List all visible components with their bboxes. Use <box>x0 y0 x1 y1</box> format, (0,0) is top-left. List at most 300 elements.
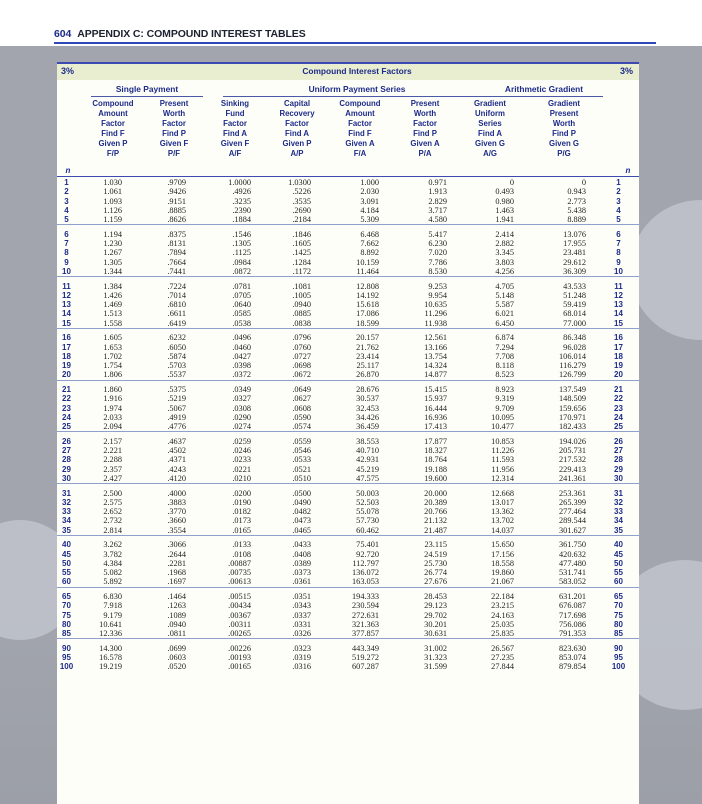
period-n: 70 <box>62 601 71 611</box>
column-header-line: Compound <box>92 99 134 108</box>
factor-value: 2.500 <box>103 488 122 498</box>
factor-value: .0221 <box>232 464 251 474</box>
factor-value: .1263 <box>167 601 186 611</box>
factor-value: 0.943 <box>567 187 586 197</box>
factor-value: .4637 <box>167 436 186 446</box>
factor-value: .0781 <box>232 281 251 291</box>
factor-value: .0885 <box>292 309 311 319</box>
period-n: 10 <box>62 266 71 276</box>
column-header-line: Amount <box>345 109 375 118</box>
group-rule <box>485 96 603 97</box>
table-row <box>57 526 639 536</box>
factor-value: 443.349 <box>352 643 379 653</box>
factor-value: 477.480 <box>559 558 586 568</box>
factor-value: 377.857 <box>352 629 379 638</box>
period-n-right: 34 <box>614 516 623 526</box>
factor-value: 126.799 <box>559 370 586 380</box>
column-header-line: Recovery <box>279 109 315 118</box>
factor-value: 47.575 <box>356 473 379 483</box>
period-n-right: 21 <box>614 385 623 394</box>
period-n: 30 <box>62 473 71 483</box>
factor-value: .4120 <box>167 473 186 483</box>
factor-value: .8375 <box>167 229 186 239</box>
factor-value: .0331 <box>292 619 311 629</box>
factor-value: .9426 <box>167 187 186 197</box>
factor-value: .0490 <box>292 497 311 507</box>
table-row <box>57 611 639 620</box>
factor-value: .2690 <box>292 205 311 215</box>
period-n-right: 1 <box>616 178 621 187</box>
factor-value: 217.532 <box>559 455 586 465</box>
factor-value: .0373 <box>292 568 311 577</box>
factor-value: 26.774 <box>424 568 447 577</box>
table-row <box>57 601 639 610</box>
column-header-line: Factor <box>223 119 247 128</box>
factor-value: .0649 <box>292 385 311 394</box>
factor-value: 10.095 <box>491 412 514 422</box>
factor-value: 1.305 <box>103 257 122 267</box>
factor-value: 60.462 <box>356 525 379 535</box>
factor-value: .0533 <box>292 455 311 465</box>
table-row <box>57 300 639 309</box>
factor-value: 8.923 <box>495 385 514 394</box>
factor-value: 0.493 <box>495 187 514 197</box>
factor-value: 1.513 <box>103 309 122 319</box>
factor-value: 289.544 <box>559 516 586 526</box>
factor-value: .6232 <box>167 333 186 343</box>
period-n: 4 <box>64 205 69 215</box>
column-header-line: Given P <box>98 139 128 148</box>
period-n: 40 <box>62 540 71 550</box>
factor-value: .8131 <box>167 239 186 248</box>
factor-value: 30.537 <box>356 394 379 404</box>
factor-value: 116.279 <box>559 361 586 370</box>
factor-value: 607.287 <box>352 662 379 672</box>
factor-value: 4.705 <box>495 281 514 291</box>
period-n: 65 <box>62 592 71 601</box>
factor-value: 57.730 <box>356 516 379 526</box>
factor-value: 11.956 <box>491 464 514 474</box>
period-n-right: 32 <box>614 497 623 507</box>
factor-value: 2.575 <box>103 497 122 507</box>
factor-value: 1.344 <box>103 266 122 276</box>
period-n-right: 100 <box>611 662 626 672</box>
factor-value: 6.830 <box>103 592 122 601</box>
column-header <box>532 99 596 159</box>
factor-value: 26.870 <box>356 370 379 380</box>
factor-value: 21.762 <box>356 342 379 352</box>
column-header-line: Find A <box>285 129 309 138</box>
factor-value: .7014 <box>167 290 186 300</box>
factor-value: .00226 <box>228 643 251 653</box>
factor-value: .4371 <box>167 455 186 465</box>
group-uniform-series: Uniform Payment Series <box>308 84 406 94</box>
factor-value: 2.221 <box>103 446 122 455</box>
factor-value: 229.413 <box>559 464 586 474</box>
page-header <box>0 0 702 46</box>
period-n: 90 <box>62 643 71 653</box>
header-rule <box>54 42 656 44</box>
factor-value: 1.030 <box>103 178 122 187</box>
factor-value: .4000 <box>167 488 186 498</box>
factor-value: 7.294 <box>495 342 514 352</box>
factor-value: 19.219 <box>99 662 122 672</box>
factor-value: 10.477 <box>491 422 514 431</box>
period-n-right: 9 <box>616 257 621 267</box>
factor-value: 3.091 <box>360 196 379 206</box>
factor-value: 2.414 <box>495 229 514 239</box>
factor-value: 241.361 <box>559 473 586 483</box>
table-row <box>57 559 639 568</box>
factor-value: .0233 <box>232 455 251 465</box>
factor-value: .1305 <box>232 239 251 248</box>
period-n: 14 <box>62 309 71 319</box>
factor-value: 717.698 <box>559 610 586 620</box>
n-header-right: n <box>625 166 631 175</box>
table-row <box>57 333 639 342</box>
factor-value: 2.427 <box>103 473 122 483</box>
factor-value: .0108 <box>232 549 251 559</box>
factor-value: .6050 <box>167 342 186 352</box>
factor-value: 8.118 <box>495 361 514 370</box>
table-row <box>57 370 639 380</box>
factor-value: 20.766 <box>424 507 447 516</box>
factor-value: .6611 <box>167 309 186 319</box>
factor-value: .0473 <box>292 516 311 526</box>
period-n: 55 <box>62 568 71 577</box>
factor-value: .0408 <box>292 549 311 559</box>
period-n-right: 3 <box>616 196 621 206</box>
factor-value: 420.632 <box>559 549 586 559</box>
table-row <box>57 446 639 455</box>
factor-value: 25.117 <box>356 361 379 370</box>
period-n: 13 <box>62 300 71 309</box>
factor-value: 22.184 <box>491 592 514 601</box>
factor-value: 361.750 <box>559 540 586 550</box>
period-n-right: 35 <box>614 525 623 535</box>
column-header <box>393 99 457 159</box>
factor-value: .0133 <box>232 540 251 550</box>
table-row <box>57 230 639 239</box>
period-n: 85 <box>62 629 71 638</box>
factor-value: 10.159 <box>356 257 379 267</box>
factor-value: .0574 <box>292 422 311 431</box>
factor-value: 31.323 <box>424 653 447 662</box>
factor-value: .0496 <box>232 333 251 343</box>
factor-value: 20.000 <box>424 488 447 498</box>
factor-value: 25.035 <box>491 619 514 629</box>
period-n-right: 80 <box>614 619 623 629</box>
factor-value: 34.426 <box>356 412 379 422</box>
factor-value: .0165 <box>232 525 251 535</box>
period-n: 33 <box>62 507 71 516</box>
factor-value: .1546 <box>232 229 251 239</box>
column-header-line: Find P <box>413 129 437 138</box>
factor-value: .1089 <box>167 610 186 620</box>
column-header-line: Factor <box>285 119 309 128</box>
factor-value: 6.874 <box>495 333 514 343</box>
factor-value: .0465 <box>292 525 311 535</box>
factor-value: 137.549 <box>559 385 586 394</box>
factor-value: .0510 <box>292 473 311 483</box>
factor-value: 1.806 <box>103 370 122 380</box>
period-n: 17 <box>62 342 71 352</box>
period-n: 19 <box>62 361 71 370</box>
factor-value: .2184 <box>292 215 311 224</box>
factor-value: 2.829 <box>428 196 447 206</box>
factor-value: .0290 <box>232 412 251 422</box>
table-row <box>57 361 639 370</box>
factor-value: .6419 <box>167 318 186 328</box>
factor-value: 25.835 <box>491 629 514 638</box>
factor-value: 75.401 <box>356 540 379 550</box>
factor-value: 5.082 <box>103 568 122 577</box>
factor-value: .0796 <box>292 333 311 343</box>
factor-value: 9.319 <box>495 394 514 404</box>
interest-table-page <box>57 62 639 804</box>
factor-value: .0640 <box>232 300 251 309</box>
factor-value: .5703 <box>167 361 186 370</box>
period-n-right: 27 <box>614 446 623 455</box>
factor-value: 1.0300 <box>288 178 311 187</box>
table-row <box>57 507 639 516</box>
factor-value: 36.309 <box>563 266 586 276</box>
factor-value: 21.487 <box>424 525 447 535</box>
factor-value: 10.641 <box>99 619 122 629</box>
column-header-line: Factor <box>348 119 372 128</box>
factor-value: 8.523 <box>495 370 514 380</box>
factor-value: .0210 <box>232 473 251 483</box>
factor-value: .0500 <box>292 488 311 498</box>
factor-value: .0337 <box>292 610 311 620</box>
group-arithmetic-gradient: Arithmetic Gradient <box>504 84 584 94</box>
factor-value: 5.148 <box>495 290 514 300</box>
coin-decoration <box>630 200 702 340</box>
table-row <box>57 309 639 318</box>
period-n: 18 <box>62 351 71 361</box>
factor-value: 6.450 <box>495 318 514 328</box>
factor-value: 13.017 <box>491 497 514 507</box>
table-row <box>57 187 639 196</box>
factor-value: 17.156 <box>491 549 514 559</box>
factor-value: 170.971 <box>559 412 586 422</box>
factor-value: 3.345 <box>495 248 514 258</box>
factor-value: 531.741 <box>559 568 586 577</box>
factor-value: 3.262 <box>103 540 122 550</box>
factor-value: .0585 <box>232 309 251 319</box>
table-row <box>57 577 639 587</box>
factor-value: .0173 <box>232 516 251 526</box>
factor-value: 2.882 <box>495 239 514 248</box>
factor-value: 14.037 <box>491 525 514 535</box>
period-n: 2 <box>64 187 69 197</box>
table-title: Compound Interest Factors <box>302 66 412 76</box>
period-n-right: 19 <box>614 361 623 370</box>
factor-value: 3.782 <box>103 549 122 559</box>
factor-value: 631.201 <box>559 592 586 601</box>
table-row <box>57 455 639 464</box>
factor-value: .0308 <box>232 403 251 413</box>
factor-value: 10.853 <box>491 436 514 446</box>
factor-value: .5874 <box>167 351 186 361</box>
factor-value: 15.650 <box>491 540 514 550</box>
factor-value: .0538 <box>232 318 251 328</box>
column-header-line: Gradient <box>473 99 507 108</box>
period-n-right: 70 <box>614 601 623 611</box>
factor-value: 25.730 <box>424 558 447 568</box>
table-row <box>57 248 639 257</box>
period-n: 23 <box>62 403 71 413</box>
factor-value: 1.267 <box>103 248 122 258</box>
column-header-line: Given P <box>282 139 312 148</box>
column-header-line: Find A <box>478 129 502 138</box>
period-n: 22 <box>62 394 71 404</box>
period-n: 8 <box>64 248 69 258</box>
factor-value: .0705 <box>232 290 251 300</box>
factor-value: 16.578 <box>99 653 122 662</box>
factor-value: .5226 <box>292 187 311 197</box>
period-n-right: 75 <box>614 610 623 620</box>
factor-value: .0590 <box>292 412 311 422</box>
factor-value: .5219 <box>167 394 186 404</box>
factor-value: 5.309 <box>360 215 379 224</box>
period-n-right: 12 <box>614 290 623 300</box>
factor-value: .9151 <box>167 196 186 206</box>
factor-value: 1.426 <box>103 290 122 300</box>
column-header-line: Given G <box>549 139 579 148</box>
factor-value: .1605 <box>292 239 311 248</box>
column-header-line: Compound <box>339 99 381 108</box>
factor-value: .7664 <box>167 257 186 267</box>
factor-value: 159.656 <box>559 403 586 413</box>
factor-value: .4926 <box>232 187 251 197</box>
column-header-line: Find P <box>552 129 576 138</box>
column-header-line: Uniform <box>475 109 505 118</box>
column-header-line: A/G <box>483 149 497 158</box>
factor-value: .0603 <box>167 653 186 662</box>
factor-value: 194.026 <box>559 436 586 446</box>
factor-value: 13.702 <box>491 516 514 526</box>
column-header-line: P/A <box>418 149 432 158</box>
period-n-right: 29 <box>614 464 623 474</box>
table-row <box>57 385 639 394</box>
factor-value: .0361 <box>292 577 311 587</box>
period-n-right: 95 <box>614 653 623 662</box>
column-header-line: Present <box>410 99 440 108</box>
period-n-right: 15 <box>614 318 623 328</box>
column-header <box>265 99 329 159</box>
factor-value: .2281 <box>167 558 186 568</box>
factor-value: .0427 <box>232 351 251 361</box>
column-header-line: Find F <box>348 129 372 138</box>
table-row <box>57 206 639 215</box>
factor-value: 18.764 <box>424 455 447 465</box>
factor-value: .1697 <box>167 577 186 587</box>
factor-value: .0940 <box>167 619 186 629</box>
factor-value: 791.353 <box>559 629 586 638</box>
page-heading <box>54 28 306 40</box>
period-n-right: 16 <box>614 333 623 343</box>
factor-value: 68.014 <box>563 309 586 319</box>
factor-value: 18.558 <box>491 558 514 568</box>
factor-value: .3770 <box>167 507 186 516</box>
factor-value: 5.587 <box>495 300 514 309</box>
factor-value: .3883 <box>167 497 186 507</box>
factor-value: 29.612 <box>563 257 586 267</box>
factor-value: .0327 <box>232 394 251 404</box>
factor-value: 1.469 <box>103 300 122 309</box>
factor-value: 52.503 <box>356 497 379 507</box>
factor-value: 0.980 <box>495 196 514 206</box>
column-header-line: Worth <box>552 119 576 128</box>
column-header-line: Given A <box>410 139 440 148</box>
factor-value: 27.844 <box>491 662 514 672</box>
factor-value: 15.618 <box>356 300 379 309</box>
table-row <box>57 437 639 446</box>
factor-value: 38.553 <box>356 436 379 446</box>
factor-value: .0559 <box>292 436 311 446</box>
factor-value: 23.115 <box>424 540 447 550</box>
factor-value: 19.188 <box>424 464 447 474</box>
factor-value: .0190 <box>232 497 251 507</box>
factor-value: 253.361 <box>559 488 586 498</box>
factor-value: .0433 <box>292 540 311 550</box>
factor-value: 4.384 <box>103 558 122 568</box>
factor-value: .1005 <box>292 290 311 300</box>
factor-value: 29.702 <box>424 610 447 620</box>
period-n: 24 <box>62 412 71 422</box>
factor-value: 7.020 <box>428 248 447 258</box>
factor-value: 45.219 <box>356 464 379 474</box>
table-row <box>57 413 639 422</box>
factor-value: 1.061 <box>103 187 122 197</box>
factor-value: .8885 <box>167 205 186 215</box>
factor-value: .7894 <box>167 248 186 258</box>
column-header <box>81 99 145 159</box>
factor-value: .3660 <box>167 516 186 526</box>
factor-value: .00434 <box>228 601 251 611</box>
factor-value: 43.533 <box>563 281 586 291</box>
factor-value: 1.384 <box>103 281 122 291</box>
factor-value: 1.230 <box>103 239 122 248</box>
factor-value: .0259 <box>232 436 251 446</box>
factor-value: 29.123 <box>424 601 447 611</box>
factor-value: .0246 <box>232 446 251 455</box>
factor-value: 59.419 <box>563 300 586 309</box>
factor-value: .00887 <box>228 558 251 568</box>
factor-value: 20.157 <box>356 333 379 343</box>
period-n: 60 <box>62 577 71 587</box>
column-header-line: Present <box>549 109 579 118</box>
factor-value: 16.444 <box>424 403 447 413</box>
factor-value: 28.453 <box>424 592 447 601</box>
factor-value: 3.803 <box>495 257 514 267</box>
factor-value: 1.093 <box>103 196 122 206</box>
factor-value: 2.094 <box>103 422 122 431</box>
factor-value: 301.627 <box>559 525 586 535</box>
factor-value: 205.731 <box>559 446 586 455</box>
factor-value: .0398 <box>232 361 251 370</box>
period-n: 5 <box>64 215 69 224</box>
factor-value: 0 <box>509 178 514 187</box>
column-header-line: P/G <box>557 149 571 158</box>
factor-value: 194.333 <box>352 592 379 601</box>
factor-value: .4243 <box>167 464 186 474</box>
period-n-right: 11 <box>614 281 623 291</box>
period-n: 29 <box>62 464 71 474</box>
period-n-right: 60 <box>614 577 623 587</box>
factor-value: 853.074 <box>559 653 586 662</box>
